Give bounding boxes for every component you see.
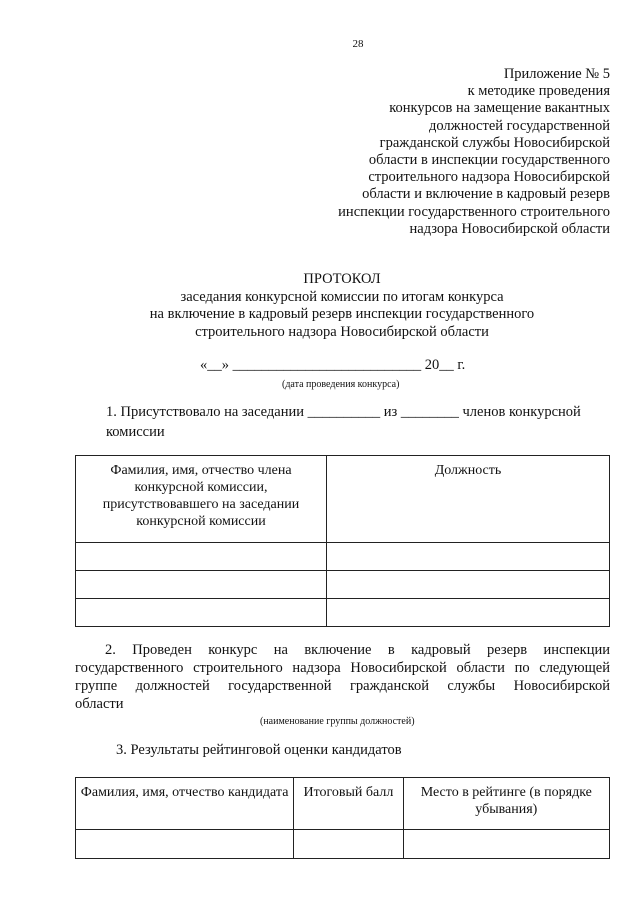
- date-line: «__» __________________________ 20__ г.: [200, 357, 466, 373]
- title-line: на включение в кадровый резерв инспекции государственного: [149, 306, 535, 322]
- table-cell[interactable]: [294, 830, 403, 859]
- section2-paragraph: [75, 641, 610, 713]
- table-header-cell: Фамилия, имя, отчество кандидата: [76, 778, 294, 830]
- table-cell[interactable]: [76, 571, 327, 599]
- section2-line: области: [75, 696, 124, 712]
- table-cell[interactable]: [76, 599, 327, 627]
- appendix-line: строительного надзора Новосибирской: [368, 169, 610, 186]
- table-row: [76, 599, 610, 627]
- appendix-line: области в инспекции государственного: [368, 152, 610, 169]
- document-title: [80, 271, 604, 341]
- table-cell[interactable]: [76, 543, 327, 571]
- table-row: [76, 830, 610, 859]
- table-header-cell: Итоговый балл: [294, 778, 403, 830]
- appendix-line: должностей государственной: [429, 117, 610, 134]
- table-header-cell: Фамилия, имя, отчество члена конкурсной комиссии, присутствовавшего на заседании конкурсной комиссии: [76, 456, 327, 543]
- table-row: [76, 543, 610, 571]
- table-cell[interactable]: [76, 830, 294, 859]
- section1-line2: комиссии: [106, 424, 165, 440]
- appendix-line: к методике проведения: [467, 83, 610, 100]
- appendix-line: инспекции государственного строительного: [338, 203, 610, 220]
- table-cell[interactable]: [326, 599, 609, 627]
- page-number: 28: [352, 38, 364, 50]
- table-header-cell: Должность: [326, 456, 609, 543]
- section2-caption: (наименование группы должностей): [260, 716, 415, 727]
- table-header-cell: Место в рейтинге (в порядке убывания): [403, 778, 609, 830]
- title-line: строительного надзора Новосибирской области: [195, 323, 489, 340]
- section1-line1: 1. Присутствовало на заседании __________ из ________ членов конкурсной: [106, 404, 581, 420]
- table-header-row: [76, 456, 610, 543]
- appendix-header: [338, 66, 610, 238]
- appendix-line: конкурсов на замещение вакантных: [389, 100, 610, 117]
- appendix-line: гражданской службы Новосибирской: [379, 134, 610, 151]
- date-caption: (дата проведения конкурса): [282, 379, 400, 390]
- title-line: заседания конкурсной комиссии по итогам конкурса: [180, 288, 504, 305]
- appendix-line: Приложение № 5: [503, 66, 610, 82]
- table-cell[interactable]: [326, 543, 609, 571]
- table-cell[interactable]: [326, 571, 609, 599]
- table-header-row: [76, 778, 610, 830]
- table-cell[interactable]: [403, 830, 609, 859]
- appendix-line: области и включение в кадровый резерв: [362, 186, 610, 203]
- attendance-table: [75, 455, 610, 627]
- section2-line: группе должностей государственной гражданской службы Новосибирской: [75, 678, 610, 694]
- rating-table: [75, 777, 610, 859]
- section2-line: 2. Проведен конкурс на включение в кадровый резерв инспекции: [105, 642, 610, 658]
- section3-title: 3. Результаты рейтинговой оценки кандидатов: [116, 742, 402, 758]
- appendix-line: надзора Новосибирской области: [409, 220, 610, 237]
- table-row: [76, 571, 610, 599]
- protocol-heading: ПРОТОКОЛ: [303, 271, 381, 287]
- section2-line: государственного строительного надзора Новосибирской области по следующей: [75, 660, 610, 676]
